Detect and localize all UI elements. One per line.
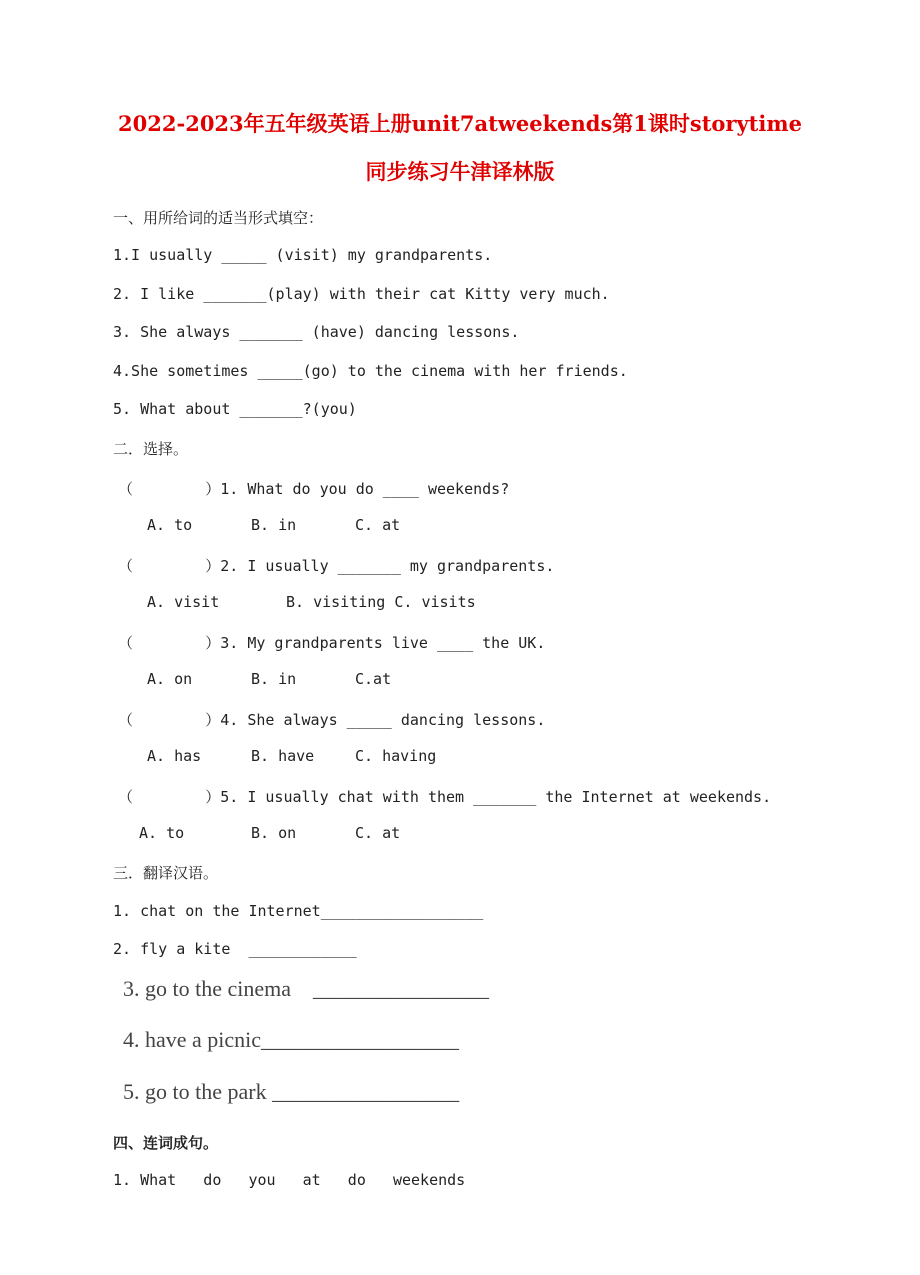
section2-heading: 二．选择。 bbox=[113, 440, 189, 458]
section2-q4-option-b: B. have bbox=[251, 747, 315, 765]
section2-question-1: （ ）1. What do you do ____ weekends? bbox=[118, 480, 510, 498]
section2-q1-option-c: C. at bbox=[355, 516, 401, 534]
section2-q3-option-a: A. on bbox=[147, 670, 193, 688]
section3-heading: 三．翻译汉语。 bbox=[113, 864, 219, 882]
section3-item-1: 1. chat on the Internet__________________ bbox=[113, 902, 484, 920]
section3-item-5: 5. go to the park _________________ bbox=[123, 1079, 460, 1104]
section2-q5-option-a: A. to bbox=[139, 824, 185, 842]
section2-question-5: （ ）5. I usually chat with them _______ the Internet at weekends. bbox=[118, 788, 772, 806]
section4-heading: 四、连词成句。 bbox=[113, 1134, 219, 1152]
section1-item-5: 5. What about _______?(you) bbox=[113, 400, 357, 418]
section2-q3-option-b: B. in bbox=[251, 670, 297, 688]
section2-q3-option-c: C.at bbox=[355, 670, 392, 688]
section2-q5-option-c: C. at bbox=[355, 824, 401, 842]
section1-heading: 一、用所给词的适当形式填空： bbox=[113, 209, 324, 227]
section3-item-4: 4. have a picnic__________________ bbox=[123, 1027, 460, 1052]
section1-item-4: 4.She sometimes _____(go) to the cinema with her friends. bbox=[113, 362, 628, 380]
section1-item-1: 1.I usually _____ (visit) my grandparents. bbox=[113, 246, 493, 264]
section2-q1-option-a: A. to bbox=[147, 516, 193, 534]
section2-question-3: （ ）3. My grandparents live ____ the UK. bbox=[118, 634, 546, 652]
section2-q2-option-a: A. visit bbox=[147, 593, 220, 611]
section3-item-2: 2. fly a kite ____________ bbox=[113, 940, 357, 958]
section4-item-1: 1. What do you at do weekends bbox=[113, 1171, 466, 1189]
section2-q1-option-b: B. in bbox=[251, 516, 297, 534]
section3-item-3: 3. go to the cinema ________________ bbox=[123, 976, 490, 1001]
document-title-line1: 2022-2023年五年级英语上册unit7atweekends第1课时storytime bbox=[118, 111, 802, 136]
section2-q4-option-c: C. having bbox=[355, 747, 437, 765]
section1-item-3: 3. She always _______ (have) dancing lessons. bbox=[113, 323, 520, 341]
section2-question-2: （ ）2. I usually _______ my grandparents. bbox=[118, 557, 555, 575]
document-title-line2: 同步练习牛津译林版 bbox=[365, 159, 555, 184]
section1-item-2: 2. I like _______(play) with their cat Kitty very much. bbox=[113, 285, 610, 303]
section2-q2-option-b: B. visiting C. visits bbox=[286, 593, 476, 611]
section2-q5-option-b: B. on bbox=[251, 824, 297, 842]
section2-question-4: （ ）4. She always _____ dancing lessons. bbox=[118, 711, 546, 729]
section2-q4-option-a: A. has bbox=[147, 747, 202, 765]
